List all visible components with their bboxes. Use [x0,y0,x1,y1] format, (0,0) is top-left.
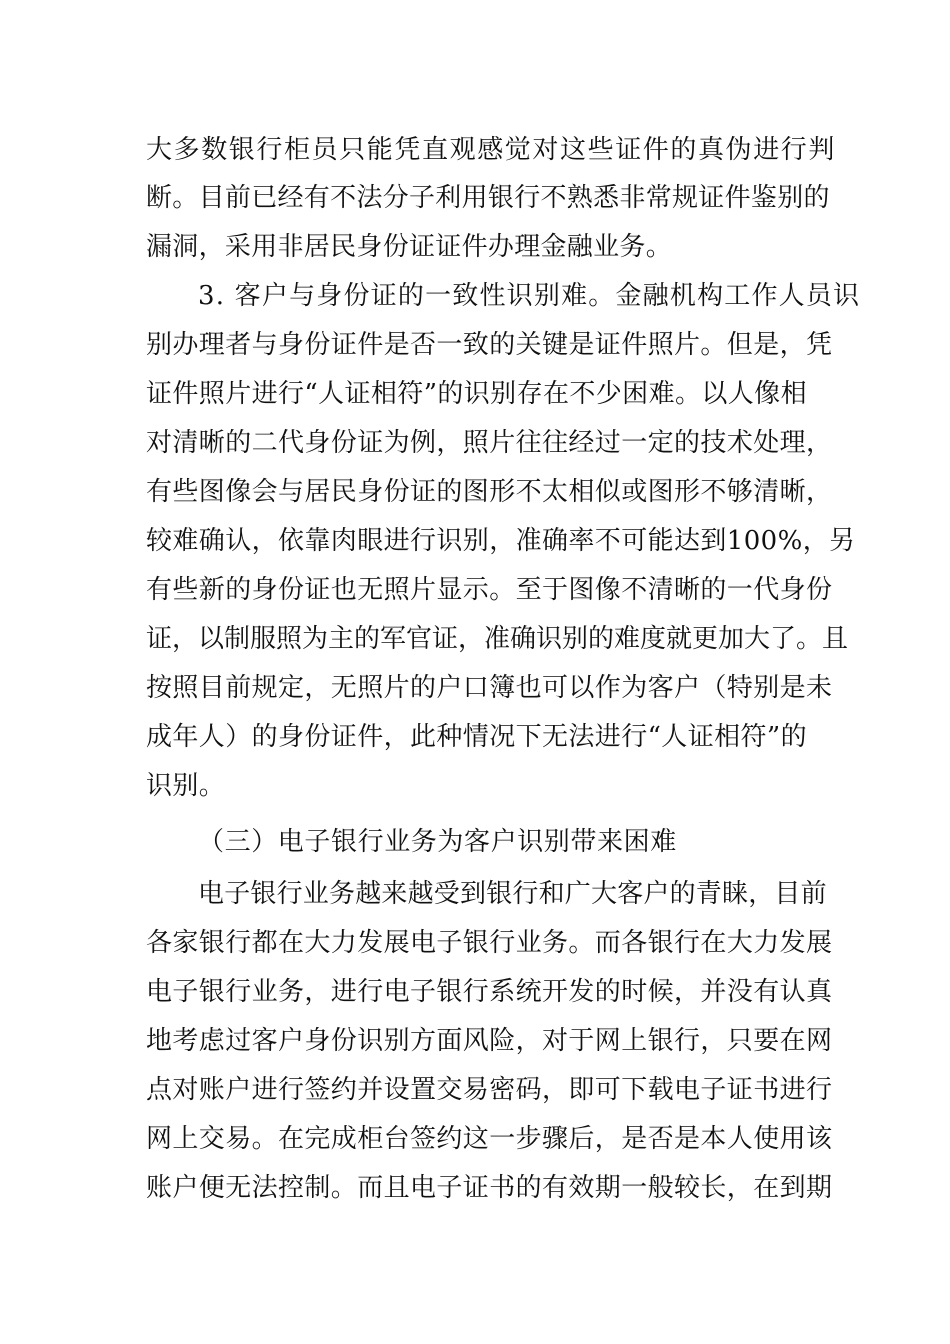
text-line: 有些图像会与居民身份证的图形不太相似或图形不够清晰， [146,477,833,507]
text-line: 断。目前已经有不法分子利用银行不熟悉非常规证件鉴别的 [146,183,830,213]
text-line: 证，以制服照为主的军官证，准确识别的难度就更加大了。且 [146,624,849,654]
text-line: 各家银行都在大力发展电子银行业务。而各银行在大力发展 [146,928,833,958]
text-line: 地考虑过客户身份识别方面风险，对于网上银行，只要在网 [146,1026,833,1056]
section-heading: （三）电子银行业务为客户识别带来困难 [198,827,677,857]
text-line: 网上交易。在完成柜台签约这一步骤后，是否是本人使用该 [146,1124,833,1154]
text-line: 有些新的身份证也无照片显示。至于图像不清晰的一代身份 [146,575,833,605]
text-line: 较难确认，依靠肉眼进行识别，准确率不可能达到100%，另 [146,526,856,556]
text-line: 账户便无法控制。而且电子证书的有效期一般较长，在到期 [146,1173,833,1203]
text-line: 3. 客户与身份证的一致性识别难。金融机构工作人员识 [198,281,861,311]
text-line: 电子银行业务，进行电子银行系统开发的时候，并没有认真 [146,977,833,1007]
text-line: 别办理者与身份证件是否一致的关键是证件照片。但是，凭 [146,330,833,360]
text-line: 按照目前规定，无照片的户口簿也可以作为客户（特别是未 [146,673,833,703]
text-line: 点对账户进行签约并设置交易密码，即可下载电子证书进行 [146,1075,833,1105]
text-line: 成年人）的身份证件，此种情况下无法进行“人证相符”的 [146,722,807,752]
text-line: 证件照片进行“人证相符”的识别存在不少困难。以人像相 [146,379,807,409]
text-line: 对清晰的二代身份证为例，照片往往经过一定的技术处理， [146,428,833,458]
text-line: 漏洞，采用非居民身份证证件办理金融业务。 [146,232,673,262]
text-line: 大多数银行柜员只能凭直观感觉对这些证件的真伪进行判 [146,135,837,165]
text-line: 电子银行业务越来越受到银行和广大客户的青睐，目前 [198,879,827,909]
text-line: 识别。 [146,771,226,801]
